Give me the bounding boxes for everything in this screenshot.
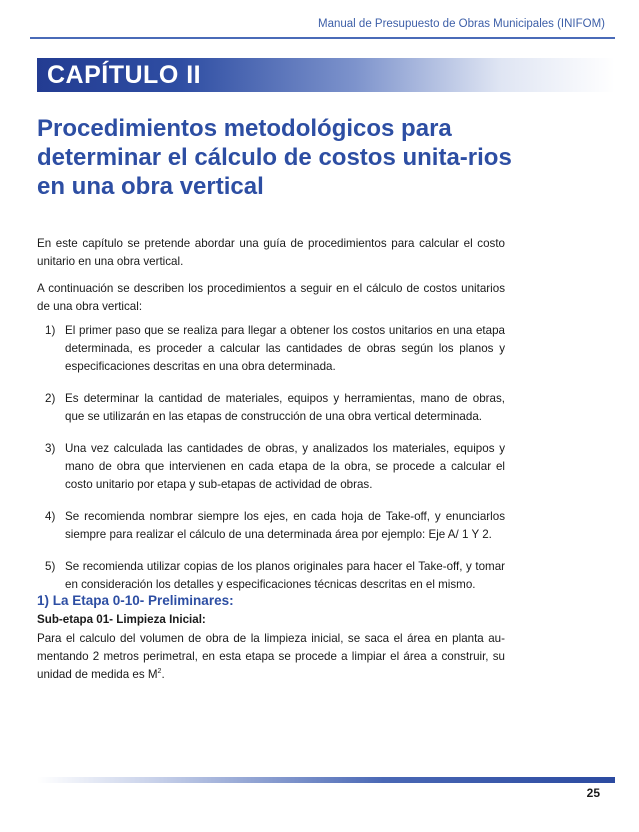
procedure-step <box>37 390 505 426</box>
step-number: 3) <box>45 442 56 455</box>
subsection-heading: Sub-etapa 01- Limpieza Inicial: <box>37 613 206 626</box>
section-heading: 1) La Etapa 0-10- Preliminares: <box>37 593 234 608</box>
step-text: Se recomienda nombrar siempre los ejes, en cada hoja de Take-off, y enunciarlos siempre para realizar el cálculo de una determinada área por ejemplo: Eje A/ 1 Y 2. <box>65 510 505 541</box>
chapter-title: Procedimientos metodológicos para determinar el cálculo de costos unita-rios en una obra vertical <box>37 115 512 200</box>
chapter-banner <box>37 58 615 92</box>
footer-rule <box>37 777 615 783</box>
intro-paragraph-2: A continuación se describen los procedimientos a seguir en el cálculo de costos unitarios de una obra vertical: <box>37 282 505 313</box>
procedure-steps-list <box>37 322 505 608</box>
procedure-step <box>37 322 505 376</box>
step-number: 5) <box>45 560 56 573</box>
step-number: 4) <box>45 510 56 523</box>
section-paragraph <box>37 630 505 684</box>
step-text: Se recomienda utilizar copias de los planos originales para hacer el Take-off, y tomar en consideración los detalles y especificaciones técnicas descritas en el mismo. <box>65 560 505 591</box>
running-header: Manual de Presupuesto de Obras Municipales (INIFOM) <box>318 18 605 30</box>
procedure-step <box>37 508 505 544</box>
intro-paragraph-1: En este capítulo se pretende abordar una guía de procedimientos para calcular el costo unitario en una obra vertical. <box>37 237 505 268</box>
section-paragraph-end: . <box>161 668 165 681</box>
procedure-step <box>37 558 505 594</box>
step-text: El primer paso que se realiza para llegar a obtener los costos unitarios en una etapa determinada, es proceder a calcular las cantidades de obras según los planos y especificaciones descritas en una obra determinada. <box>65 324 505 373</box>
procedure-step <box>37 440 505 494</box>
step-number: 1) <box>45 324 56 337</box>
chapter-label: CAPÍTULO II <box>47 61 202 89</box>
step-text: Una vez calculada las cantidades de obras, y analizados los materiales, equipos y mano de obra que intervienen en cada etapa de la obra, se procede a calcular el costo unitario por etapa y sub-etapas de actividad de obras. <box>65 442 505 491</box>
header-rule <box>30 37 615 39</box>
page-number: 25 <box>586 786 600 800</box>
step-text: Es determinar la cantidad de materiales, equipos y herramientas, mano de obras, que se utilizarán en las etapas de construcción de una obra vertical determinada. <box>65 392 505 423</box>
unit-superscript: 2 <box>157 668 162 676</box>
step-number: 2) <box>45 392 56 405</box>
section-paragraph-text: Para el calculo del volumen de obra de la limpieza inicial, se saca el área en planta au-mentando 2 metros perimetral, en esta etapa se procede a limpiar el área a construir, su unidad de medida es M <box>37 632 505 681</box>
